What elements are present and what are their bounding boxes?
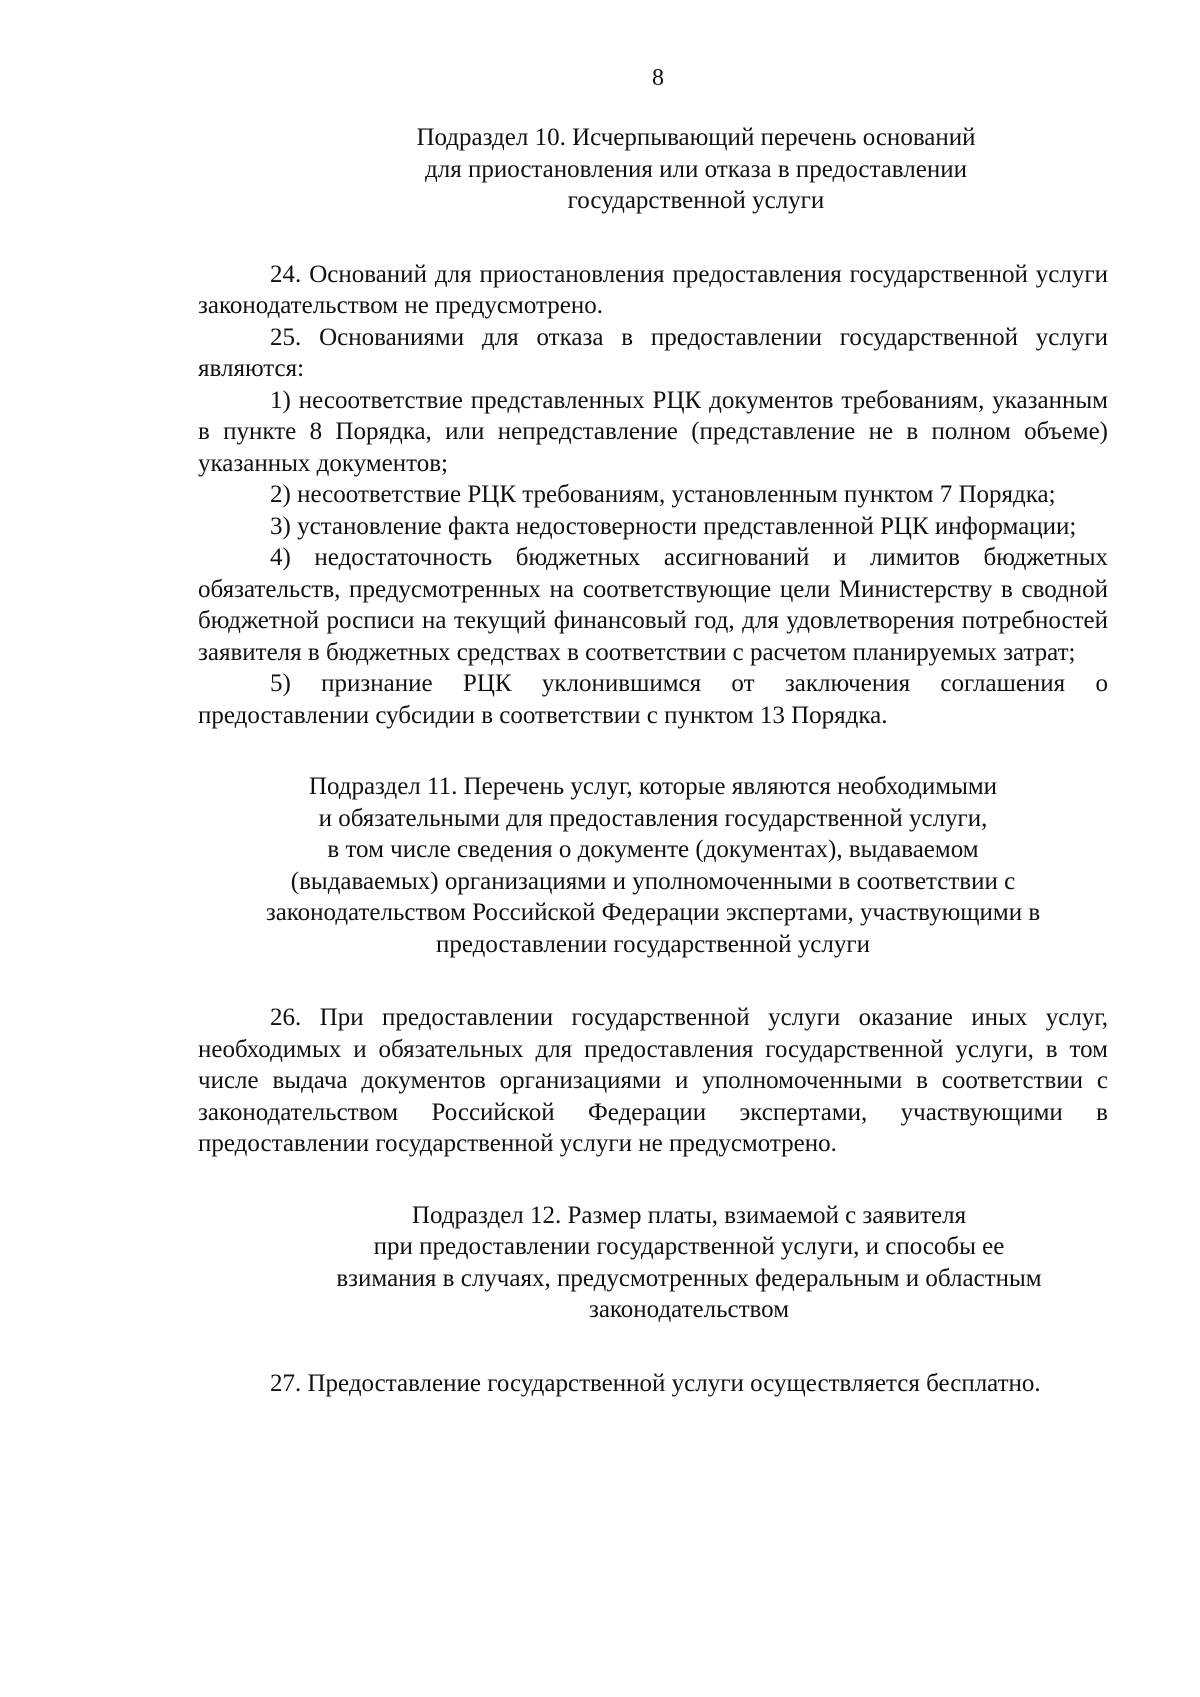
paragraph-25: 25. Основаниями для отказа в предоставлении государственной услуги являются: <box>198 323 1108 382</box>
list-item: 5) признание РЦК уклонившимся от заключения соглашения о предоставлении субсидии в соответствии с пунктом 13 Порядка. <box>198 670 1108 729</box>
heading-line: законодательством Российской Федерации экспертами, участвующими в <box>265 899 1041 926</box>
page-number: 8 <box>652 65 664 91</box>
heading-line: законодательством <box>588 1296 790 1323</box>
subsection-12-heading <box>234 1200 1144 1326</box>
heading-line: Подраздел 10. Исчерпывающий перечень оснований <box>416 124 976 151</box>
heading-line: Подраздел 12. Размер платы, взимаемой с заявителя <box>411 1201 967 1229</box>
list-item: 1) несоответствие представленных РЦК документов требованиям, указанным в пункте 8 Порядка, или непредставление (представление не в полном объеме) указанных документов; <box>198 386 1108 477</box>
heading-line: предоставлении государственной услуги <box>436 930 870 958</box>
subsection-10-heading <box>244 122 1148 217</box>
heading-line: (выдаваемых) организациями и уполномоченными в соответствии с <box>290 867 1016 895</box>
heading-line: при предоставлении государственной услуги, и способы ее <box>373 1233 1005 1260</box>
heading-line: Подраздел 11. Перечень услуг, которые являются необходимыми <box>308 773 998 800</box>
paragraph-26: 26. При предоставлении государственной услуги оказание иных услуг, необходимых и обязательных для предоставления государственной услуги, в том числе выдача документов организациями и уполномоченными в соответствии с законодательством Российской Федерации экспертами, участвующими в предоставлении государственной услуги не предусмотрено. <box>198 1004 1108 1157</box>
list-item: 2) несоответствие РЦК требованиям, установленным пунктом 7 Порядка; <box>270 481 1056 508</box>
subsection-11-heading <box>198 771 1108 960</box>
list-item: 3) установление факта недостоверности представленной РЦК информации; <box>270 512 1077 540</box>
paragraph-24: 24. Оснований для приостановления предоставления государственной услуги законодательством не предусмотрено. <box>198 260 1108 319</box>
heading-line: взимания в случаях, предусмотренных федеральным и областным <box>336 1264 1042 1292</box>
paragraph-27: 27. Предоставление государственной услуги осуществляется бесплатно. <box>270 1369 1041 1397</box>
document-body <box>198 122 1108 1399</box>
heading-line: для приостановления или отказа в предоставлении <box>425 155 967 183</box>
list-item: 4) недостаточность бюджетных ассигнований и лимитов бюджетных обязательств, предусмотренных на соответствующие цели Министерству в сводной бюджетной росписи на текущий финансовый год, для удовлетворения потребностей заявителя в бюджетных средствах в соответствии с расчетом планируемых затрат; <box>198 544 1108 666</box>
heading-line: в том числе сведения о документе (документах), выдаваемом <box>327 836 979 863</box>
heading-line: государственной услуги <box>567 187 825 214</box>
heading-line: и обязательными для предоставления государственной услуги, <box>318 804 988 832</box>
